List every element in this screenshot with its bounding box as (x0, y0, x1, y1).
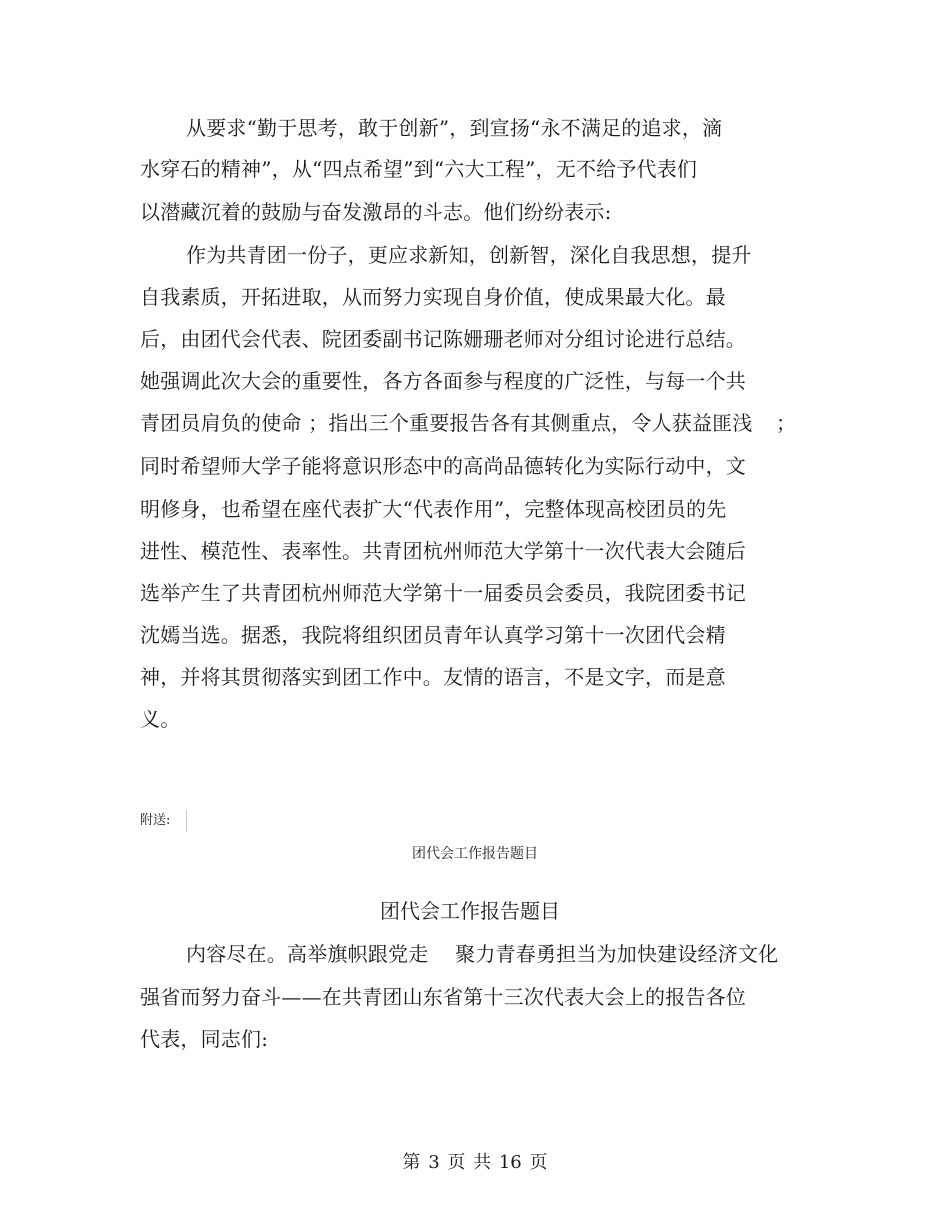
trailing-semicolon: ； (776, 411, 796, 435)
paragraph-line: 从要求“勤于思考，敢于创新”，到宣扬“永不满足的追求，滴 (186, 116, 723, 140)
section-title: 团代会工作报告题目 (380, 899, 560, 923)
paragraph-line: 义。 (140, 707, 181, 731)
attachment-divider (186, 810, 187, 832)
paragraph-line: 强省而努力奋斗——在共青团山东省第十三次代表大会上的报告各位 (140, 985, 746, 1009)
paragraph-line: 明修身，也希望在座代表扩大“代表作用”，完整体现高校团员的先 (140, 497, 727, 521)
paragraph-line: 进性、模范性、表率性。共青团杭州师范大学第十一次代表大会随后 (140, 539, 746, 563)
paragraph-line: 代表，同志们: (140, 1027, 269, 1051)
paragraph-line: 神，并将其贯彻落实到团工作中。友情的语言，不是文字，而是意 (140, 665, 726, 689)
paragraph-line: 作为共青团一份子，更应求新知，创新智，深化自我思想，提升 (186, 243, 752, 267)
paragraph-line: 后，由团代会代表、院团委副书记陈姗珊老师对分组讨论进行总结。 (140, 327, 746, 351)
paragraph-line: 她强调此次大会的重要性，各方各面参与程度的广泛性，与每一个共 (140, 369, 746, 393)
paragraph-line: 内容尽在。高举旗帜跟党走 聚力青春勇担当为加快建设经济文化 (186, 942, 779, 966)
paragraph-line: 选举产生了共青团杭州师范大学第十一届委员会委员，我院团委书记 (140, 581, 746, 605)
paragraph-line: 自我素质，开拓进取，从而努力实现自身价值，使成果最大化。最 (140, 285, 726, 309)
page-number-footer: 第 3 页 共 16 页 (402, 1152, 548, 1173)
paragraph-line: 青团员肩负的使命 ；指出三个重要报告各有其侧重点，令人获益匪浅 (140, 411, 753, 435)
paragraph-line: 以潜藏沉着的鼓励与奋发激昂的斗志。他们纷纷表示: (140, 200, 612, 224)
paragraph-line: 沈嫣当选。据悉，我院将组织团员青年认真学习第十一次团代会精 (140, 623, 726, 647)
section-subtitle: 团代会工作报告题目 (412, 846, 538, 862)
paragraph-line: 同时希望师大学子能将意识形态中的高尚品德转化为实际行动中，文 (140, 454, 746, 478)
paragraph-line: 水穿石的精神”，从“四点希望”到“六大工程”，无不给予代表们 (140, 157, 698, 181)
attachment-label: 附送: (140, 813, 171, 828)
